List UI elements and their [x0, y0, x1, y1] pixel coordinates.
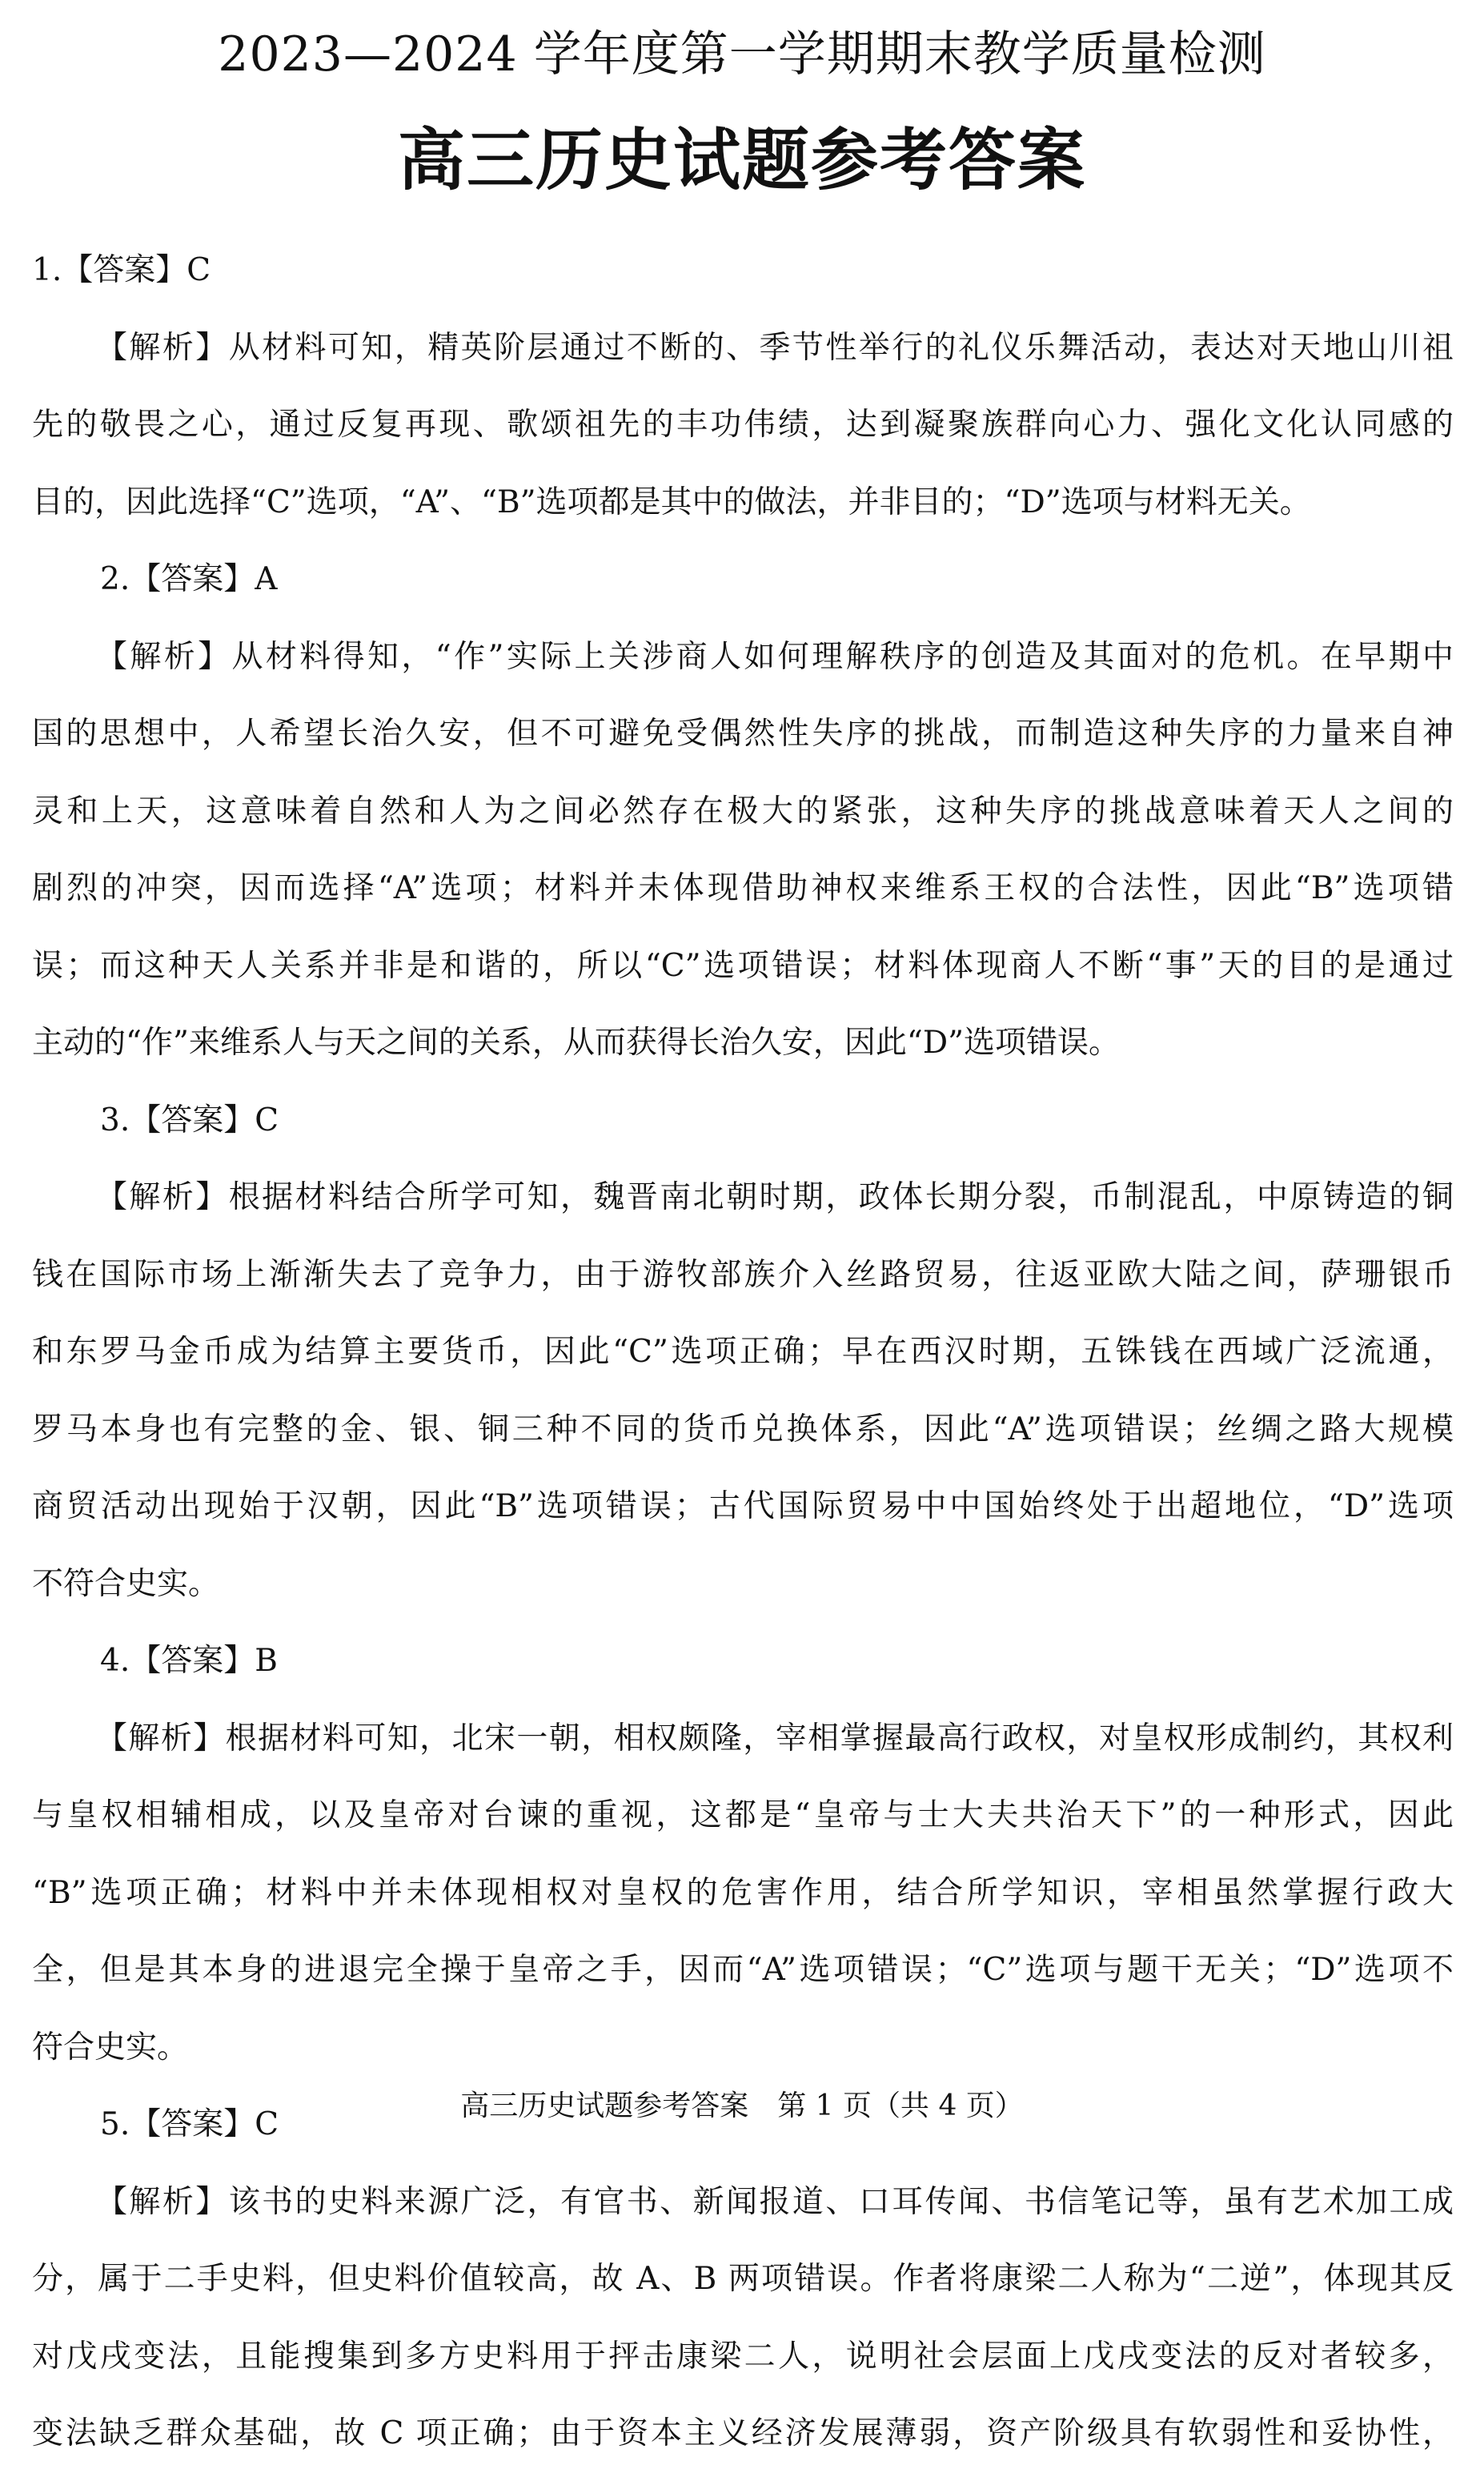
- explanation-line: 变法缺乏群众基础，故 C 项正确；由于资本主义经济发展薄弱，资产阶级具有软弱性和妥协性，: [32, 2415, 1454, 2451]
- explanation-line: 国的思想中，人希望长治久安，但不可避免受偶然性失序的挑战，而制造这种失序的力量来自神: [32, 716, 1454, 752]
- explanation-line: 和东罗马金币成为结算主要货币，因此“C”选项正确；早在西汉时期，五铢钱在西域广泛流通，: [32, 1334, 1454, 1370]
- exam-subtitle: 2023—2024 学年度第一学期期末教学质量检测: [218, 26, 1266, 82]
- explanation-line: 先的敬畏之心，通过反复再现、歌颂祖先的丰功伟绩，达到凝聚族群向心力、强化文化认同感的: [32, 407, 1454, 443]
- explanation-line: 【解析】根据材料可知，北宋一朝，相权颇隆，宰相掌握最高行政权，对皇权形成制约，其权利: [96, 1720, 1454, 1756]
- document-title: 高三历史试题参考答案: [397, 121, 1086, 199]
- answer-key-line: 2.【答案】A: [100, 561, 278, 597]
- explanation-line: 【解析】从材料可知，精英阶层通过不断的、季节性举行的礼仪乐舞活动，表达对天地山川祖: [96, 329, 1454, 366]
- explanation-line: 与皇权相辅相成，以及皇帝对台谏的重视，这都是“皇帝与士大夫共治天下”的一种形式，因此: [32, 1797, 1454, 1833]
- page-footer: 高三历史试题参考答案 第 1 页（共 4 页）: [460, 2090, 1024, 2122]
- answer-content: [32, 232, 1454, 2473]
- explanation-line: 灵和上天，这意味着自然和人为之间必然存在极大的紧张，这种失序的挑战意味着天人之间的: [32, 793, 1454, 829]
- explanation-line: 【解析】根据材料结合所学可知，魏晋南北朝时期，政体长期分裂，币制混乱，中原铸造的铜: [96, 1179, 1454, 1215]
- document-header: [0, 22, 1484, 200]
- explanation-line: 对戊戌变法，且能搜集到多方史料用于抨击康梁二人，说明社会层面上戊戌变法的反对者较多，: [32, 2338, 1454, 2375]
- explanation-line: 罗马本身也有完整的金、银、铜三种不同的货币兑换体系，因此“A”选项错误；丝绸之路大规模: [32, 1411, 1454, 1447]
- explanation-line: 剧烈的冲突，因而选择“A”选项；材料并未体现借助神权来维系王权的合法性，因此“B”选项错: [32, 870, 1454, 906]
- answer-key-line: 1.【答案】C: [32, 252, 211, 288]
- explanation-line: 主动的“作”来维系人与天之间的关系，从而获得长治久安，因此“D”选项错误。: [32, 1025, 1121, 1061]
- explanation-line: 不符合史实。: [32, 1565, 220, 1602]
- explanation-line: 【解析】该书的史料来源广泛，有官书、新闻报道、口耳传闻、书信笔记等，虽有艺术加工成: [96, 2183, 1454, 2220]
- answer-key-line: 4.【答案】B: [100, 1643, 278, 1679]
- answer-key-line: 3.【答案】C: [100, 1102, 279, 1138]
- explanation-line: 商贸活动出现始于汉朝，因此“B”选项错误；古代国际贸易中中国始终处于出超地位，“D”选项: [32, 1488, 1454, 1524]
- answer-key-line: 5.【答案】C: [100, 2106, 279, 2142]
- explanation-line: 钱在国际市场上渐渐失去了竞争力，由于游牧部族介入丝路贸易，往返亚欧大陆之间，萨珊银币: [32, 1256, 1454, 1293]
- explanation-line: 全，但是其本身的进退完全操于皇帝之手，因而“A”选项错误；“C”选项与题干无关；“D”选项不: [32, 1952, 1454, 1988]
- explanation-line: 【解析】从材料得知，“作”实际上关涉商人如何理解秩序的创造及其面对的危机。在早期中: [96, 638, 1454, 675]
- explanation-line: 目的，因此选择“C”选项，“A”、“B”选项都是其中的做法，并非目的；“D”选项与材料无关。: [32, 484, 1311, 520]
- explanation-line: 符合史实。: [32, 2029, 189, 2066]
- explanation-line: “B”选项正确；材料中并未体现相权对皇权的危害作用，结合所学知识，宰相虽然掌握行政大: [32, 1874, 1454, 1911]
- explanation-line: 误；而这种天人关系并非是和谐的，所以“C”选项错误；材料体现商人不断“事”天的目的是通过: [32, 947, 1454, 984]
- explanation-line: 分，属于二手史料，但史料价值较高，故 A、B 两项错误。作者将康梁二人称为“二逆”，体现其反: [32, 2261, 1454, 2297]
